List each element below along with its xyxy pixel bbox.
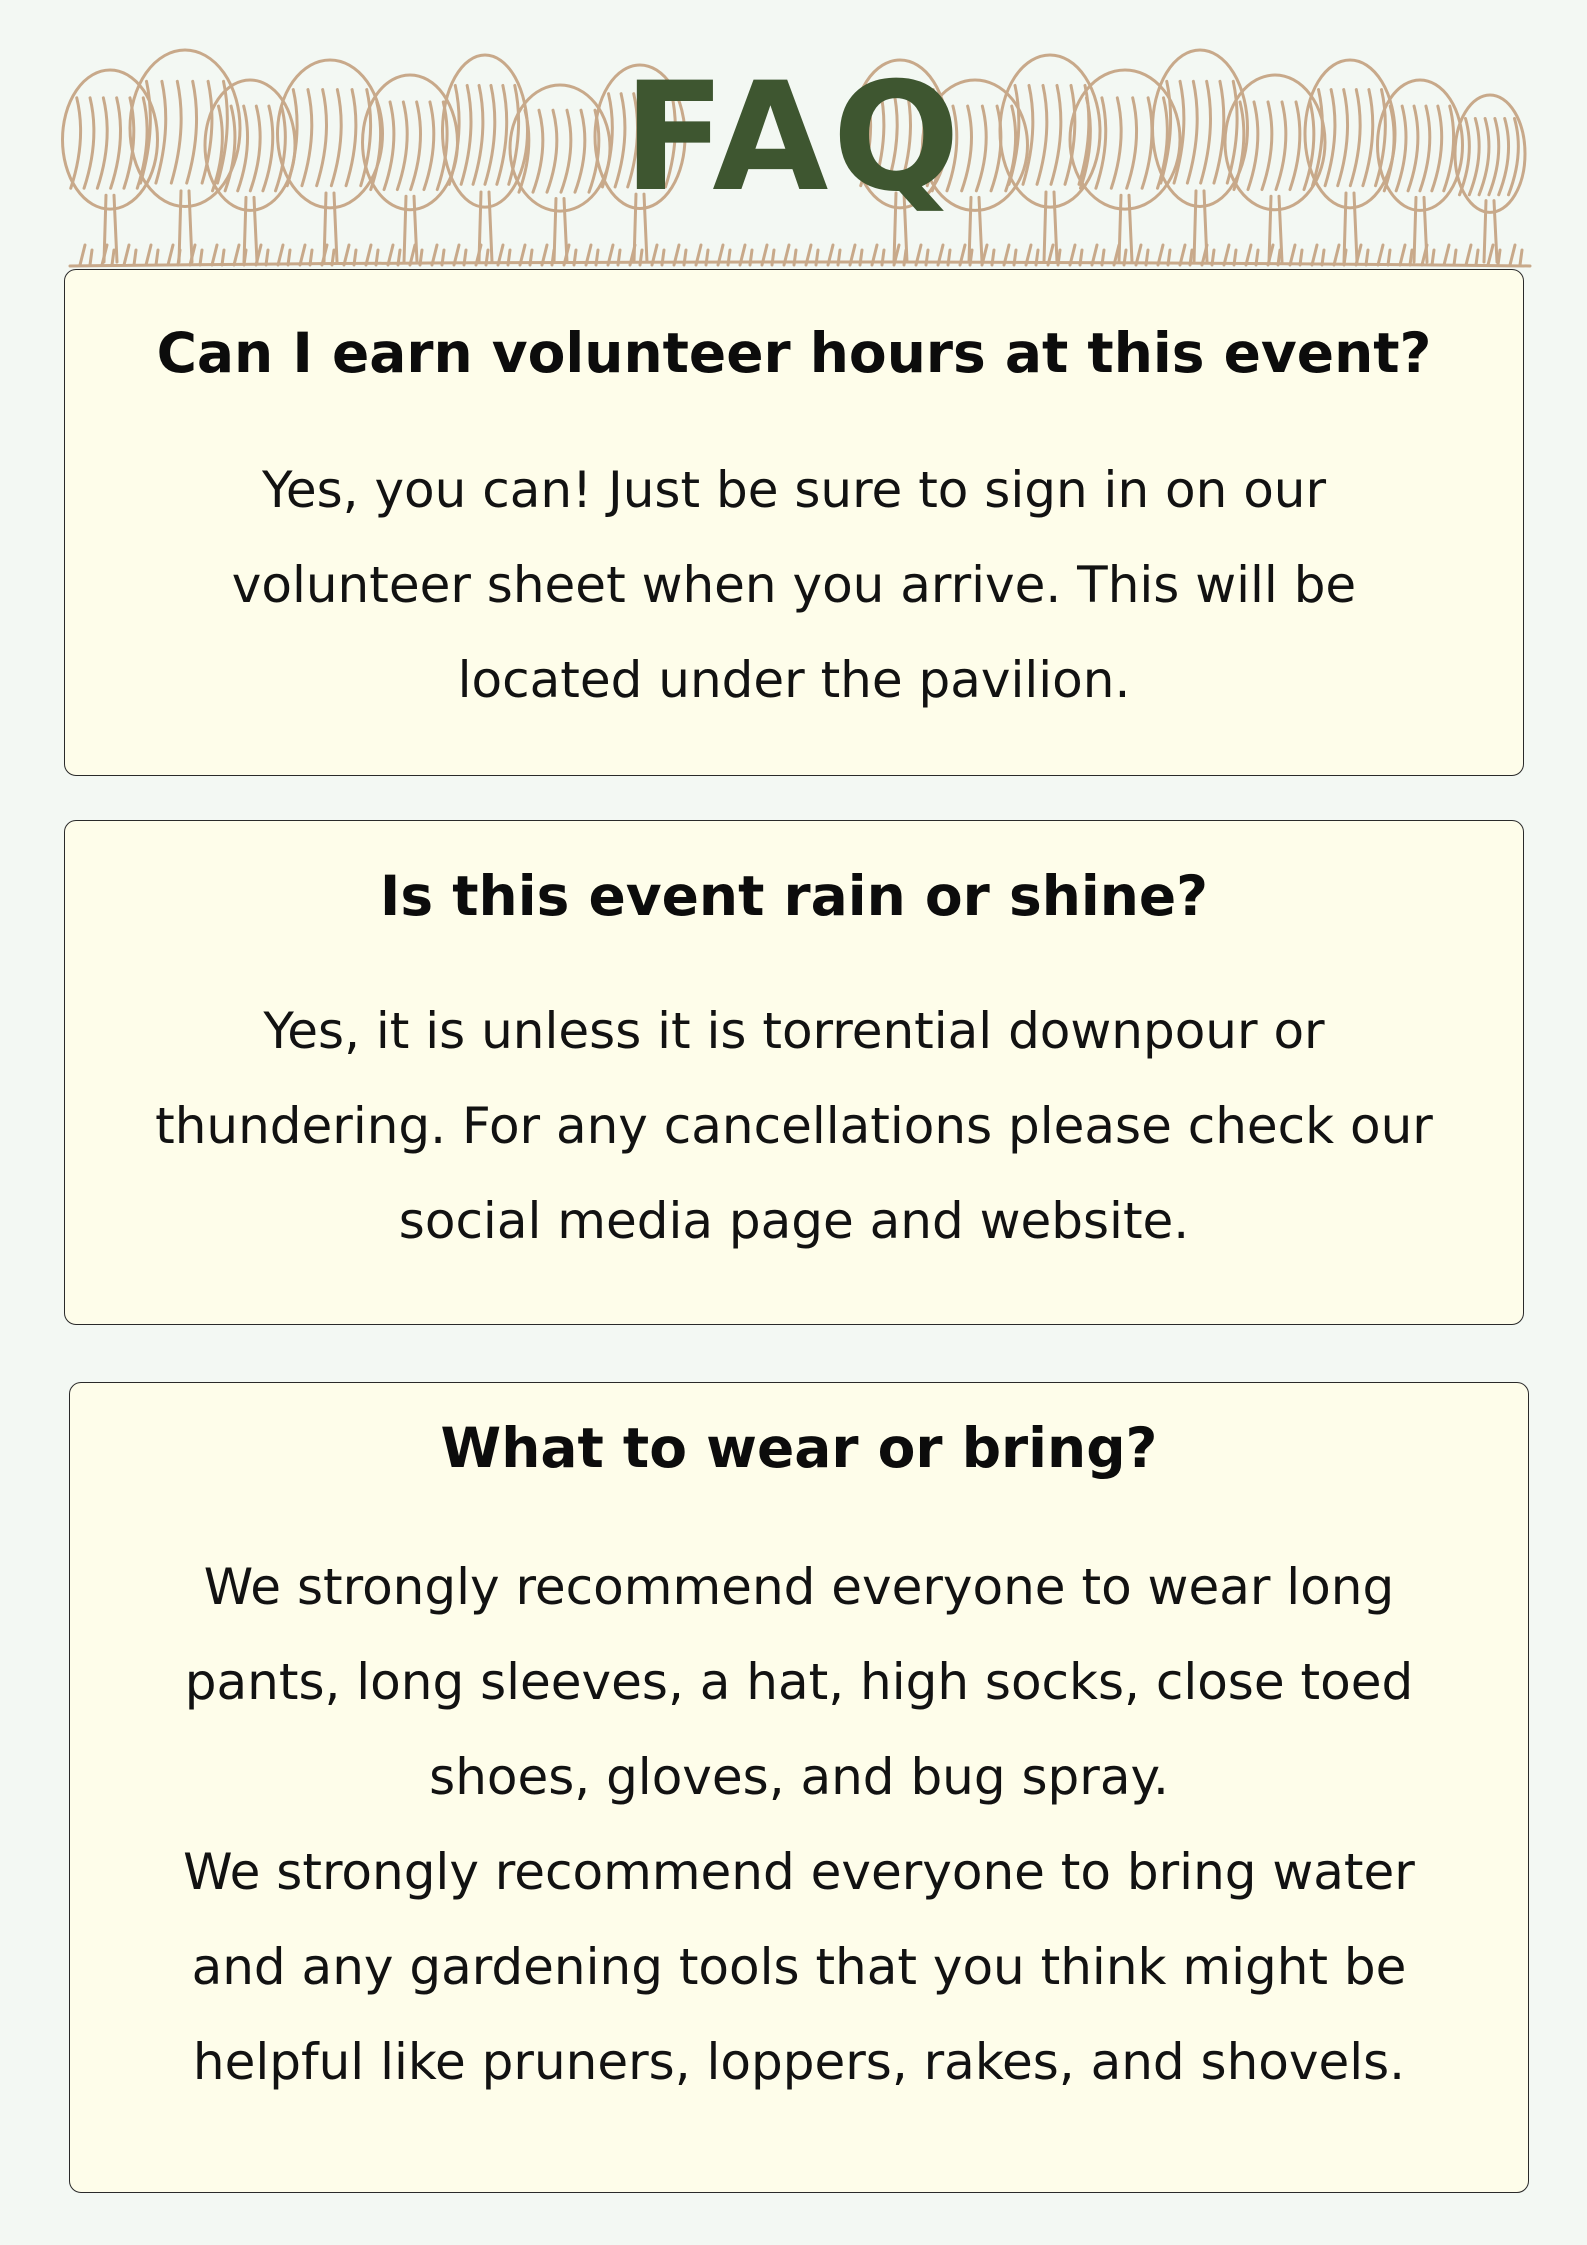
faq-answer-line: Yes, you can! Just be sure to sign in on our xyxy=(261,461,1327,519)
grass-stroke xyxy=(1510,245,1522,265)
grass-stroke xyxy=(80,245,92,265)
grass-stroke xyxy=(1378,245,1390,265)
faq-question: What to wear or bring? xyxy=(440,1416,1158,1480)
grass-stroke xyxy=(124,245,136,265)
ground-line xyxy=(70,262,1530,266)
grass-stroke xyxy=(1246,245,1258,265)
grass-stroke xyxy=(1400,245,1412,265)
faq-answer xyxy=(70,1540,1528,2110)
faq-answer-line: located under the pavilion. xyxy=(457,651,1131,709)
faq-answer-line: pants, long sleeves, a hat, high socks, close toed xyxy=(184,1653,1414,1711)
faq-answer-line: We strongly recommend everyone to wear long xyxy=(203,1558,1395,1616)
grass-stroke xyxy=(1444,245,1456,265)
header xyxy=(0,0,1587,275)
faq-answer xyxy=(65,443,1523,728)
faq-card-volunteer-hours xyxy=(64,269,1524,776)
faq-answer-line: and any gardening tools that you think might be xyxy=(191,1938,1407,1996)
grass-stroke xyxy=(146,245,158,265)
faq-answer-line: shoes, gloves, and bug spray. xyxy=(429,1748,1169,1806)
faq-card-what-to-wear xyxy=(69,1382,1529,2193)
faq-card-rain-or-shine xyxy=(64,820,1524,1325)
grass-stroke xyxy=(212,245,224,265)
grass-stroke xyxy=(1466,245,1478,265)
faq-question: Is this event rain or shine? xyxy=(379,864,1209,928)
page-title: FAQ xyxy=(623,51,964,225)
grass-stroke xyxy=(1488,245,1500,265)
faq-answer-line: Yes, it is unless it is torrential downpour or xyxy=(263,1002,1325,1060)
faq-answer-line: volunteer sheet when you arrive. This will be xyxy=(231,556,1357,614)
faq-answer-line: helpful like pruners, loppers, rakes, and shovels. xyxy=(192,2033,1406,2091)
grass-stroke xyxy=(1290,245,1302,265)
faq-answer xyxy=(65,984,1523,1269)
faq-answer-line: We strongly recommend everyone to bring water xyxy=(183,1843,1415,1901)
grass-stroke xyxy=(1312,245,1324,265)
grass-stroke xyxy=(300,245,312,265)
faq-question: Can I earn volunteer hours at this event? xyxy=(156,321,1432,385)
faq-answer-line: thundering. For any cancellations please check our xyxy=(155,1097,1433,1155)
grass-stroke xyxy=(278,245,290,265)
faq-answer-line: social media page and website. xyxy=(398,1192,1190,1250)
